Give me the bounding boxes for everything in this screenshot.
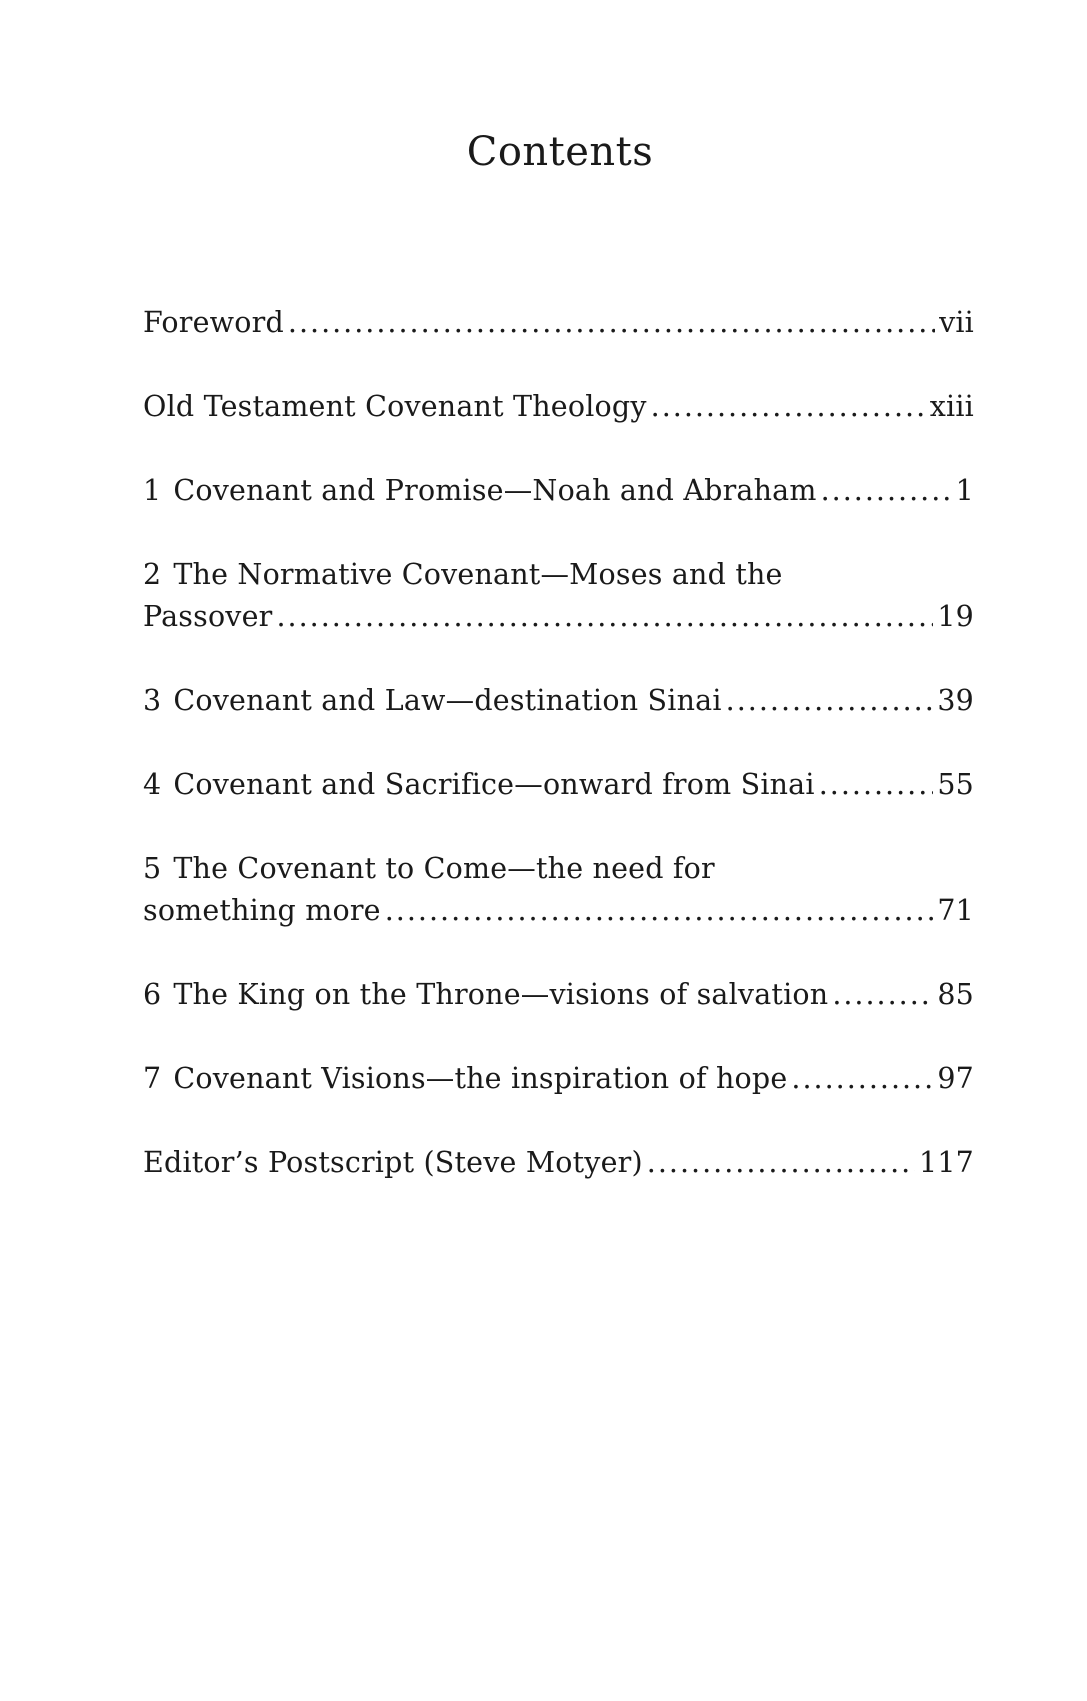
toc-entry-editors-postscript xyxy=(143,1142,974,1184)
dot-leader xyxy=(288,302,935,344)
table-of-contents xyxy=(143,302,974,1226)
toc-page-number: 19 xyxy=(937,600,974,633)
toc-entry-title: Covenant and Sacrifice—onward from Sinai xyxy=(173,768,815,801)
toc-entry-title-line1: The Normative Covenant—Moses and the xyxy=(173,558,783,591)
dot-leader xyxy=(821,470,952,512)
toc-page-number: 85 xyxy=(937,978,974,1011)
page-title: Contents xyxy=(466,129,654,175)
toc-entry-chapter-6 xyxy=(143,974,974,1016)
dot-leader xyxy=(819,764,934,806)
toc-page-number: 71 xyxy=(937,894,974,927)
toc-entry-title-line1: The Covenant to Come—the need for xyxy=(173,852,715,885)
dot-leader xyxy=(651,386,926,428)
toc-entry-chapter-5 xyxy=(143,848,974,932)
dot-leader xyxy=(277,596,934,638)
chapter-number: 1 xyxy=(143,474,162,507)
toc-entry-ot-covenant-theology xyxy=(143,386,974,428)
dot-leader xyxy=(647,1142,915,1184)
chapter-number: 7 xyxy=(143,1062,162,1095)
toc-entry-chapter-1 xyxy=(143,470,974,512)
toc-entry-title: The King on the Throne—visions of salvation xyxy=(173,978,829,1011)
toc-entry-title: Covenant and Law—destination Sinai xyxy=(173,684,722,717)
toc-entry-title-line2: Passover xyxy=(143,600,273,633)
dot-leader xyxy=(832,974,933,1016)
chapter-number: 6 xyxy=(143,978,162,1011)
toc-page-number: xiii xyxy=(929,390,974,423)
toc-page-number: 39 xyxy=(937,684,974,717)
toc-entry-title: Editor’s Postscript (Steve Motyer) xyxy=(143,1146,643,1179)
toc-entry-title: Old Testament Covenant Theology xyxy=(143,390,647,423)
toc-page-number: 55 xyxy=(937,768,974,801)
chapter-number: 2 xyxy=(143,558,162,591)
chapter-number: 5 xyxy=(143,852,162,885)
toc-entry-title: Covenant Visions—the inspiration of hope xyxy=(173,1062,788,1095)
toc-entry-chapter-7 xyxy=(143,1058,974,1100)
toc-page-number: 1 xyxy=(955,474,974,507)
toc-entry-title: Covenant and Promise—Noah and Abraham xyxy=(173,474,817,507)
toc-page-number: 97 xyxy=(937,1062,974,1095)
toc-entry-chapter-3 xyxy=(143,680,974,722)
toc-entry-chapter-4 xyxy=(143,764,974,806)
toc-entry-first-line xyxy=(143,554,974,596)
toc-page-number: vii xyxy=(939,306,974,339)
dot-leader xyxy=(385,890,934,932)
chapter-number: 4 xyxy=(143,768,162,801)
chapter-number: 3 xyxy=(143,684,162,717)
toc-entry-first-line xyxy=(143,848,974,890)
toc-page-number: 117 xyxy=(919,1146,974,1179)
dot-leader xyxy=(726,680,934,722)
toc-entry-chapter-2 xyxy=(143,554,974,638)
dot-leader xyxy=(791,1058,933,1100)
toc-entry-title-line2: something more xyxy=(143,894,381,927)
toc-entry-title: Foreword xyxy=(143,306,284,339)
toc-entry-foreword xyxy=(143,302,974,344)
